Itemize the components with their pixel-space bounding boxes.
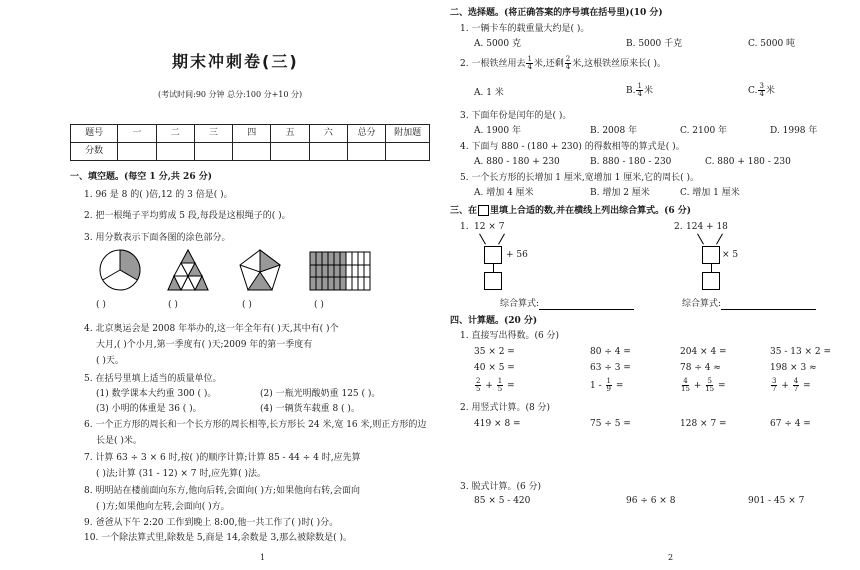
q2-2-text-a: 2. 一根铁丝用去 [460,59,526,69]
score-header-cell: 六 [309,125,347,143]
grid-figure [310,252,370,290]
score-cell[interactable] [271,143,309,161]
q1-8-line1: 8. 明明站在楼前面向东方,他向后转,会面向( )方;如果他向右转,会面向 [84,486,360,496]
q2-4-opt-b[interactable]: B. 880 - 180 - 230 [590,157,672,167]
score-table-score-row [71,143,430,161]
s3-q1-box-2[interactable] [484,272,502,290]
q1-3: 3. 用分数表示下面各图的涂色部分。 [84,233,231,243]
s4-sub3: 3. 脱式计算。(6 分) [460,482,542,492]
s3-q1-box-1[interactable] [484,246,502,264]
q3-answer-4[interactable]: ( ) [314,300,324,310]
section1-heading: 一、填空题。(每空 1 分,共 26 分) [70,172,212,182]
calc-item: 901 - 45 × 7 [748,496,805,506]
q2-2-fraction-1: $\frac{1}{4}$ [527,55,532,71]
q3-answer-1[interactable]: ( ) [96,300,106,310]
section2-heading: 二、选择题。(将正确答案的序号填在括号里)(10 分) [450,8,663,18]
q2-4-opt-c[interactable]: C. 880 + 180 - 230 [705,157,791,167]
connector-line [711,263,712,272]
score-header-cell: 二 [156,125,194,143]
score-header-cell: 五 [271,125,309,143]
s4-sub1: 1. 直接写出得数。(6 分) [460,331,560,341]
calc-item: 128 × 7 = [680,419,727,429]
score-header-cell: 总分 [347,125,385,143]
q1-4-line2: 大月,( )个小月,第一季度有( )天;2009 年的第一季度有 [96,340,313,350]
s3-q1-op: + 56 [506,250,528,260]
score-header-cell: 附加题 [386,125,430,143]
score-table [70,124,430,161]
q2-5-opt-a[interactable]: A. 增加 4 厘米 [474,188,534,198]
calc-item: 78 ÷ 4 ≈ [680,363,721,373]
score-table-header-row [71,125,430,143]
s3-q1-zonghe: 综合算式: [500,299,634,310]
score-header-cell: 一 [118,125,156,143]
q2-1-opt-c[interactable]: C. 5000 吨 [748,39,796,49]
q1-5: 5. 在括号里填上适当的质量单位。 [84,374,222,384]
s3-q2-top: 124 + 18 [686,222,728,232]
q2-2-text-b: 米,还剩 [533,59,564,69]
q2-3-opt-a[interactable]: A. 1900 年 [474,126,521,136]
score-header-cell: 三 [194,125,232,143]
q2-1-opt-a[interactable]: A. 5000 克 [474,39,521,49]
q2-2-opt-a[interactable]: A. 1 米 [474,88,504,98]
q1-4-line1: 4. 北京奥运会是 2008 年举办的,这一年全年有( )天,其中有( )个 [84,324,339,334]
exam-title: 期末冲刺卷(三) [172,52,299,71]
triangle-figure [168,250,208,290]
q1-2: 2. 把一根绳子平均剪成 5 段,每段是这根绳子的( )。 [84,211,291,221]
q2-4-opt-a[interactable]: A. 880 - 180 + 230 [474,157,560,167]
calc-item: 198 × 3 ≈ [770,363,817,373]
calc-item: 35 - 13 × 2 = [770,347,832,357]
exam-info: (考试时间:90 分钟 总分:100 分+10 分) [158,90,303,99]
connector-line [479,234,486,245]
calc-item: 40 × 5 = [474,363,515,373]
q1-5-b: (2) 一瓶光明酸奶重 125 ( )。 [260,389,381,399]
q2-3-opt-c[interactable]: C. 2100 年 [680,126,728,136]
s3-q1-top: 12 × 7 [474,222,505,232]
calc-item: 75 ÷ 5 = [590,419,631,429]
q2-1-opt-b[interactable]: B. 5000 千克 [626,39,683,49]
s4-sub2: 2. 用竖式计算。(8 分) [460,403,551,413]
fraction-figures [98,248,388,296]
q2-3-opt-b[interactable]: B. 2008 年 [590,126,638,136]
connector-line [493,263,494,272]
q1-5-c: (3) 小明的体重是 36 ( )。 [96,404,202,414]
s3-q2-box-2[interactable] [702,272,720,290]
q1-1: 1. 96 是 8 的( )倍,12 的 3 倍是( )。 [84,190,233,200]
calc-item: 204 × 4 = [680,347,727,357]
page-number: 2 [668,553,674,562]
q1-8-line2: ( )方;如果他向左转,会面向( )方。 [96,502,230,512]
score-cell[interactable] [309,143,347,161]
q1-5-a: (1) 数学课本大约重 300 ( )。 [96,389,217,399]
s3-q2-answer-line[interactable] [721,309,816,310]
q1-9: 9. 爸爸从下午 2:20 工作到晚上 8:00,他一共工作了( )时( )分。 [84,518,339,528]
connector-line [697,234,704,245]
q2-2-text-c: 米,这根铁丝原来长( )。 [572,59,667,69]
circle-figure [100,250,140,290]
calc-item: 85 × 5 - 420 [474,496,531,506]
q2-2-opt-c-fraction: $\frac{3}{4}$ [759,82,764,98]
score-cell[interactable] [194,143,232,161]
q2-2-opt-b-fraction: $\frac{1}{4}$ [637,82,642,98]
calc-item: 80 ÷ 4 = [590,347,631,357]
q2-5-opt-b[interactable]: B. 增加 2 厘米 [590,188,650,198]
score-cell[interactable] [118,143,156,161]
s3-q1-answer-line[interactable] [539,309,634,310]
section3-heading: 三、在 里填上合适的数,并在横线上列出综合算式。(6 分) [450,206,692,216]
calc-fraction-item: $\frac{4}{15}$ + $\frac{5}{15}$ = [681,377,726,393]
q2-3: 3. 下面年份是闰年的是( )。 [460,111,572,121]
score-row-label: 分数 [71,143,118,161]
section4-heading: 四、计算题。(20 分) [450,316,538,326]
score-cell[interactable] [347,143,385,161]
calc-item: 63 ÷ 3 = [590,363,631,373]
pentagon-figure [240,250,280,290]
s3-q2-box-1[interactable] [702,246,720,264]
calc-fraction-item: 1 - $\frac{1}{9}$ = [590,377,624,393]
q1-5-d: (4) 一辆货车载重 8 ( )。 [260,404,360,414]
q1-6-line1: 6. 一个正方形的周长和一个长方形的周长相等,长方形长 24 米,宽 16 米,则正方形的边 [84,420,427,430]
score-cell[interactable] [156,143,194,161]
connector-line [716,234,723,245]
calc-item: 96 ÷ 6 × 8 [626,496,676,506]
q2-1: 1. 一辆卡车的载重量大约是( )。 [460,24,590,34]
score-header-cell: 四 [233,125,271,143]
s3-q1-label: 1. [460,222,469,232]
q3-answer-3[interactable]: ( ) [242,300,252,310]
q2-2-opt-c[interactable]: C. $\frac{3}{4}$ 米 [748,82,775,98]
q1-7-line2: ( )法;计算 (31 - 12) × 7 时,应先算( )法。 [96,469,267,479]
q1-7-line1: 7. 计算 63 ÷ 3 × 6 时,按( )的顺序计算;计算 85 - 44 ÷ 4 时,应先算 [84,453,361,463]
q3-answer-2[interactable]: ( ) [168,300,178,310]
q2-5-opt-c[interactable]: C. 增加 1 厘米 [680,188,740,198]
s3-q2-zonghe: 综合算式: [682,299,816,310]
right-page [430,0,860,570]
calc-fraction-item: $\frac{2}{5}$ + $\frac{1}{5}$ = [476,377,515,393]
q2-4: 4. 下面与 880 - (180 + 230) 的得数相等的算式是( )。 [460,142,685,152]
calc-item: 67 ÷ 4 = [770,419,811,429]
s3-q2-op: × 5 [722,250,739,260]
q2-2 [460,56,666,71]
score-cell[interactable] [233,143,271,161]
connector-line [498,234,505,245]
q2-5: 5. 一个长方形的长增加 1 厘米,宽增加 1 厘米,它的周长( )。 [460,173,699,183]
q2-2-fraction-2: $\frac{2}{4}$ [565,55,571,71]
calc-item: 35 × 2 = [474,347,515,357]
score-cell[interactable] [386,143,430,161]
square-icon [478,205,489,216]
page-number: 1 [260,553,266,562]
s3-q2-label: 2. [674,222,683,232]
q2-3-opt-d[interactable]: D. 1998 年 [770,126,818,136]
q1-10: 10. 一个除法算式里,除数是 5,商是 14,余数是 3,那么被除数是( )。 [84,533,352,543]
q1-4-line3: ( )天。 [96,356,124,366]
calc-item: 419 × 8 = [474,419,521,429]
q2-2-opt-b[interactable]: B. $\frac{1}{4}$ 米 [626,82,653,98]
score-header-cell: 题号 [71,125,118,143]
q1-6-line2: 长是( )米。 [96,436,142,446]
calc-fraction-item: $\frac{3}{7}$ + $\frac{4}{7}$ = [772,377,811,393]
